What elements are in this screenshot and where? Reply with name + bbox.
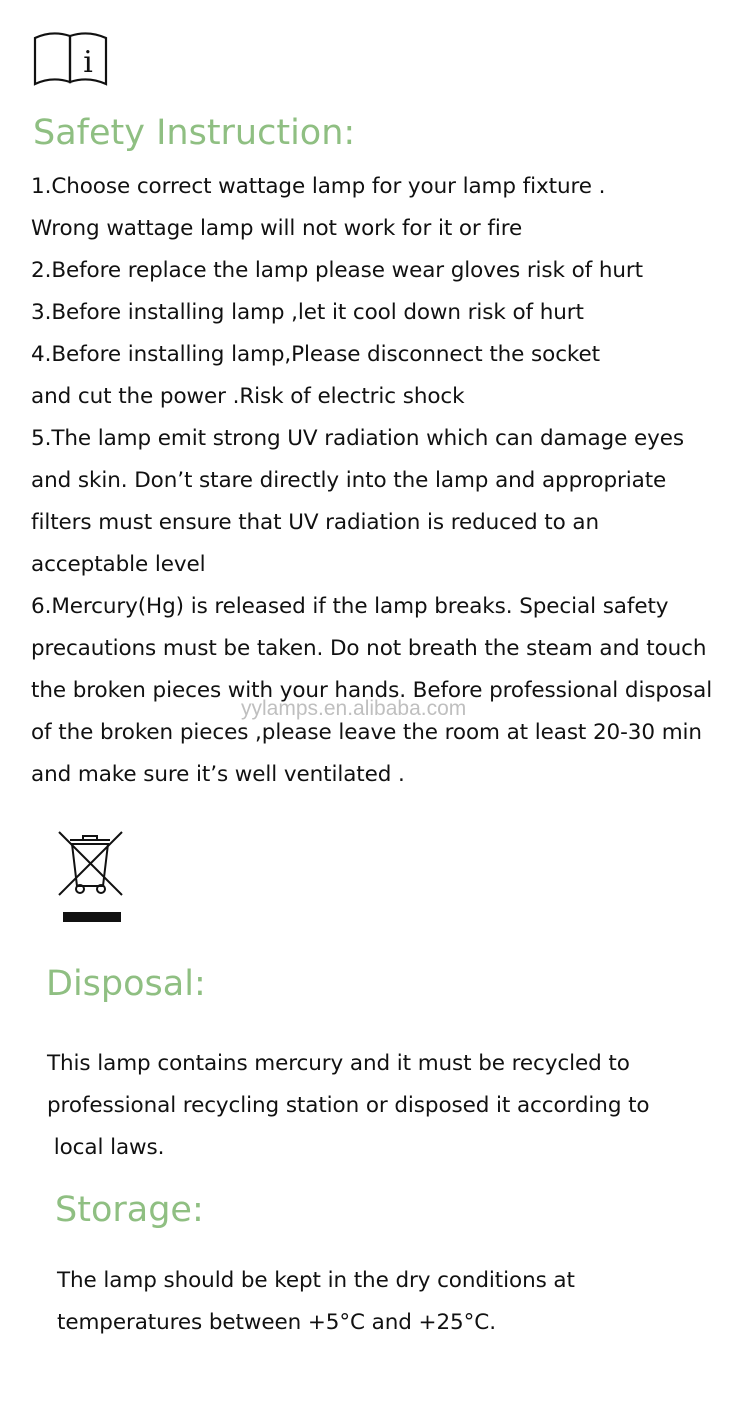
safety-line: 4.Before installing lamp,Please disconnect the socket xyxy=(31,342,600,367)
safety-line: 3.Before installing lamp ,let it cool down risk of hurt xyxy=(31,300,584,325)
storage-lines xyxy=(57,1260,575,1344)
safety-line: Wrong wattage lamp will not work for it or fire xyxy=(31,216,523,241)
safety-line: the broken pieces with your hands. Before professional disposal xyxy=(31,678,713,703)
disposal-line: local laws. xyxy=(47,1135,165,1160)
safety-line: 2.Before replace the lamp please wear gloves risk of hurt xyxy=(31,258,643,283)
disposal-line: This lamp contains mercury and it must be recycled to xyxy=(47,1051,630,1076)
disposal-lines xyxy=(47,1043,650,1169)
safety-line: and cut the power .Risk of electric shock xyxy=(31,384,465,409)
crossed-out-wheelie-bin-icon xyxy=(55,828,127,926)
safety-line: 6.Mercury(Hg) is released if the lamp breaks. Special safety xyxy=(31,594,669,619)
info-manual-icon xyxy=(32,28,110,86)
disposal-title: Disposal: xyxy=(46,964,206,1004)
watermark: yylamps.en.alibaba.com xyxy=(241,697,467,720)
safety-line: 1.Choose correct wattage lamp for your lamp fixture . xyxy=(31,174,606,199)
disposal-line: professional recycling station or disposed it according to xyxy=(47,1093,650,1118)
safety-title: Safety Instruction: xyxy=(33,113,356,153)
safety-line: 5.The lamp emit strong UV radiation which can damage eyes xyxy=(31,426,684,451)
safety-line: of the broken pieces ,please leave the room at least 20-30 min xyxy=(31,720,702,745)
safety-line: acceptable level xyxy=(31,552,206,577)
safety-line: precautions must be taken. Do not breath the steam and touch xyxy=(31,636,707,661)
storage-line: temperatures between +5°C and +25°C. xyxy=(57,1310,496,1335)
storage-line: The lamp should be kept in the dry conditions at xyxy=(57,1268,575,1293)
info-letter: i xyxy=(83,45,93,80)
safety-line: and make sure it’s well ventilated . xyxy=(31,762,405,787)
safety-line: filters must ensure that UV radiation is reduced to an xyxy=(31,510,600,535)
storage-title: Storage: xyxy=(55,1190,204,1230)
safety-line: and skin. Don’t stare directly into the lamp and appropriate xyxy=(31,468,667,493)
